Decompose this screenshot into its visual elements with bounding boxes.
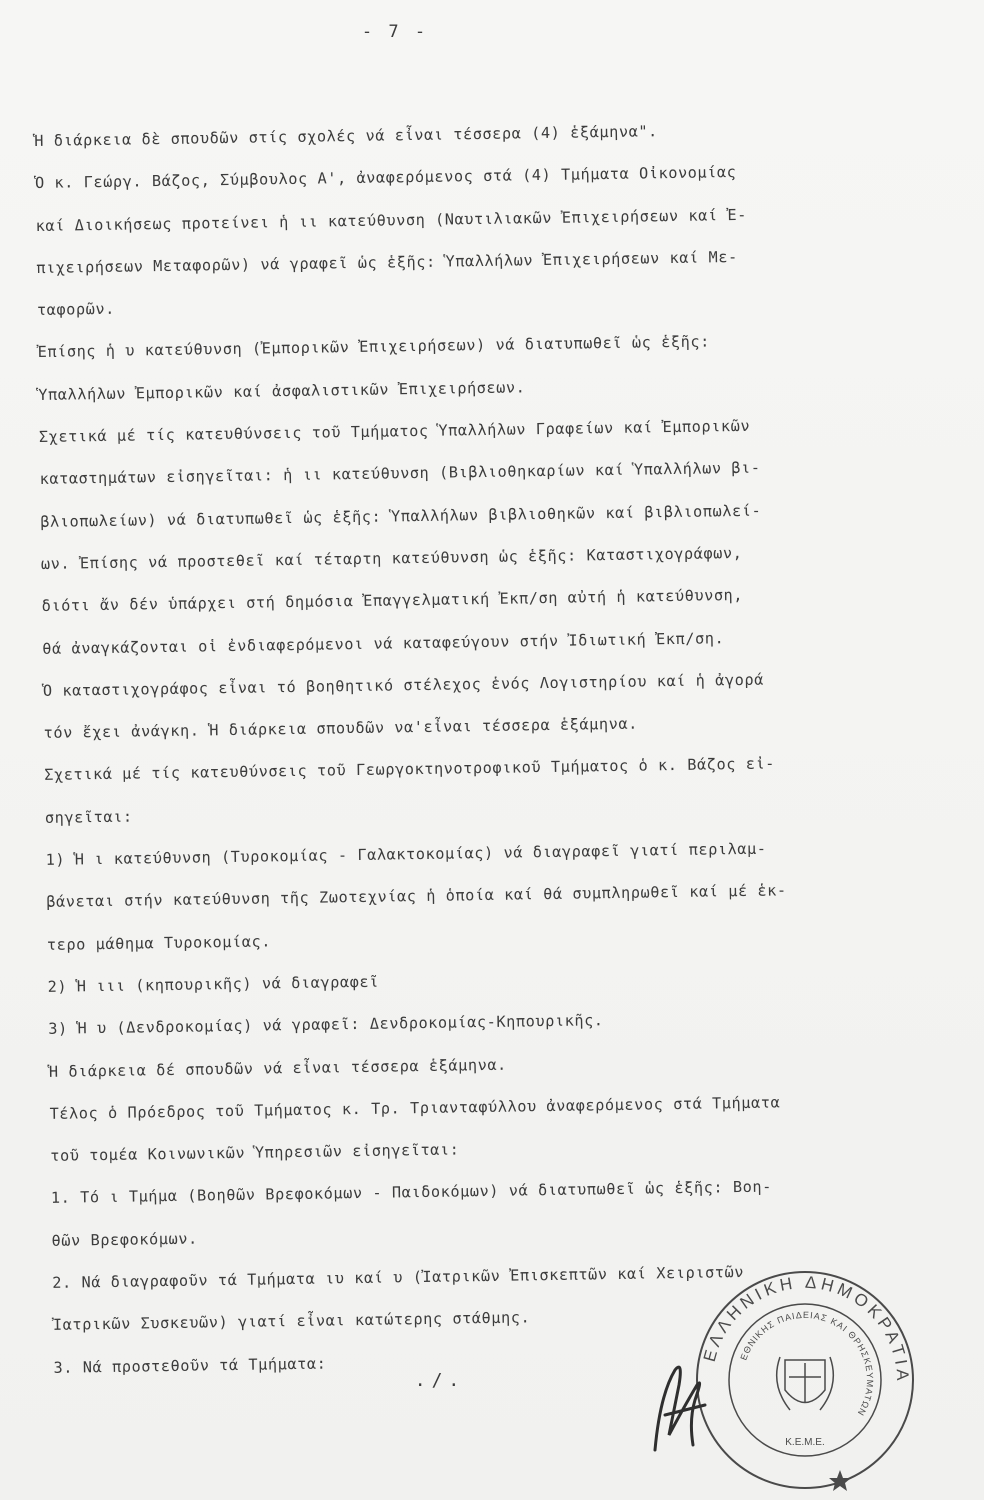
page-number: - 7 - xyxy=(361,22,429,42)
text-line: ταφορῶν. xyxy=(36,299,116,320)
text-line: σηγεῖται: xyxy=(44,807,133,827)
body-text xyxy=(34,106,954,1389)
text-line: Ἡ διάρκεια δέ σπουδῶν νά εἶναι τέσσερα ἑξάμηνα. xyxy=(48,1055,507,1081)
official-stamp xyxy=(690,1265,920,1495)
stamp-bottom-text: Κ.Ε.Μ.Ε. xyxy=(785,1437,825,1448)
text-line: 3. Νά προστεθοῦν τά Τμήματα: xyxy=(53,1354,327,1377)
text-line: Τέλος ὁ Πρόεδρος τοῦ Τμήματος κ. Τρ. Τριανταφύλλου ἀναφερόμενος στά Τμήματα xyxy=(49,1093,781,1123)
text-line: καί Διοικήσεως προτείνει ἡ ιι κατεύθυνση (Ναυτιλιακῶν Ἐπιχειρήσεων καί Ἐ- xyxy=(35,205,748,235)
text-line: Ἡ διάρκεια δὲ σπουδῶν στίς σχολές νά εἶναι τέσσερα (4) ἑξάμηνα". xyxy=(34,122,658,150)
text-line: Ὑπαλλήλων Ἐμπορικῶν καί ἀσφαλιστικῶν Ἐπιχειρήσεων. xyxy=(38,378,526,404)
text-line: βάνεται στήν κατεύθυνση τῆς Ζωοτεχνίας ἡ ὁποία καί θά συμπληρωθεῖ καί μέ ἑκ- xyxy=(46,881,787,912)
text-line: Σχετικά μέ τίς κατευθύνσεις τοῦ Τμήματος Ὑπαλλήλων Γραφείων καί Ἐμπορικῶν xyxy=(38,416,751,447)
text-line: τόν ἔχει ἀνάγκη. Ἡ διάρκεια σπουδῶν να'εἶναι τέσσερα ἑξάμηνα. xyxy=(43,714,639,743)
continuation-mark: ./. xyxy=(414,1370,466,1391)
text-line: Σχετικά μέ τίς κατευθύνσεις τοῦ Γεωργοκτηνοτροφικοῦ Τμήματος ὁ κ. Βάζος εἰ- xyxy=(44,754,776,785)
text-line: θά ἀναγκάζονται οἱ ἐνδιαφερόμενοι νά καταφεύγουν στήν Ἰδιωτική Ἐκπ/ση. xyxy=(42,628,725,658)
text-line: 3) Ἡ υ (Δενδροκομίας) νά γραφεῖ: Δενδροκομίας-Κηπουρικῆς. xyxy=(48,1011,604,1039)
text-line: τερο μάθημα Τυροκομίας. xyxy=(46,932,272,954)
stamp-inner-text: ΕΘΝΙΚΗΣ ΠΑΙΔΕΙΑΣ ΚΑΙ ΘΡΗΣΚΕΥΜΑΤΩΝ xyxy=(738,1309,876,1419)
text-line: Ἐπίσης ἡ υ κατεύθυνση (Ἐμπορικῶν Ἐπιχειρήσεων) νά διατυπωθεῖ ὡς ἑξῆς: xyxy=(37,332,711,362)
text-line: θῶν Βρεφοκόμων. xyxy=(51,1229,198,1250)
coat-of-arms-icon xyxy=(777,1357,834,1410)
text-line: καταστημάτων εἰσηγεῖται: ἡ ιι κατεύθυνση (Βιβλιοθηκαρίων καί Ὑπαλλήλων βι- xyxy=(39,459,761,489)
stamp-outer-text: ΕΛΛΗΝΙΚΗ ΔΗΜΟΚΡΑΤΙΑ xyxy=(699,1272,913,1385)
text-line: Ἰατρικῶν Συσκευῶν) γιατί εἶναι κατώτερης στάθμης. xyxy=(52,1308,531,1335)
text-line: 2. Νά διαγραφοῦν τά Τμήματα ιυ καί υ (Ἰατρικῶν Ἐπισκεπτῶν καί Χειριστῶν xyxy=(52,1263,745,1292)
text-line: βλιοπωλείων) νά διατυπωθεῖ ὡς ἑξῆς: Ὑπαλλήλων βιβλιοθηκῶν καί βιβλιοπωλεί- xyxy=(40,501,762,531)
star-icon xyxy=(829,1470,851,1491)
text-line: 1) Ἡ ι κατεύθυνση (Τυροκομίας - Γαλακτοκομίας) νά διαγραφεῖ γιατί περιλαμ- xyxy=(45,839,767,869)
text-line: τοῦ τομέα Κοινωνικῶν Ὑπηρεσιῶν εἰσηγεῖται: xyxy=(50,1140,460,1165)
text-line: Ὁ κ. Γεώργ. Βάζος, Σύμβουλος Α', ἀναφερόμενος στά (4) Τμήματα Οἰκονομίας xyxy=(34,163,737,193)
handwritten-signature xyxy=(645,1355,715,1465)
text-line: Ὁ καταστιχογράφος εἶναι τό βοηθητικό στέλεχος ἑνός Λογιστηρίου καί ἡ ἀγορά xyxy=(42,670,765,700)
text-line: πιχειρήσεων Μεταφορῶν) νά γραφεῖ ὡς ἑξῆς: Ὑπαλλήλων Ἐπιχειρήσεων καί Με- xyxy=(36,247,738,277)
text-line: 1. Τό ι Τμήμα (Βοηθῶν Βρεφοκόμων - Παιδοκόμων) νά διατυπωθεῖ ὡς ἑξῆς: Βοη- xyxy=(50,1177,773,1208)
text-line: 2) Ἡ ιιι (κηπουρικῆς) νά διαγραφεῖ xyxy=(47,972,380,996)
text-line: διότι ἄν δέν ὑπάρχει στή δημόσια Ἐπαγγελματική Ἐκπ/ση αὐτή ἡ κατεύθυνση, xyxy=(41,586,744,616)
text-line: ων. Ἐπίσης νά προστεθεῖ καί τέταρτη κατεύθυνση ὡς ἑξῆς: Καταστιχογράφων, xyxy=(40,543,743,573)
